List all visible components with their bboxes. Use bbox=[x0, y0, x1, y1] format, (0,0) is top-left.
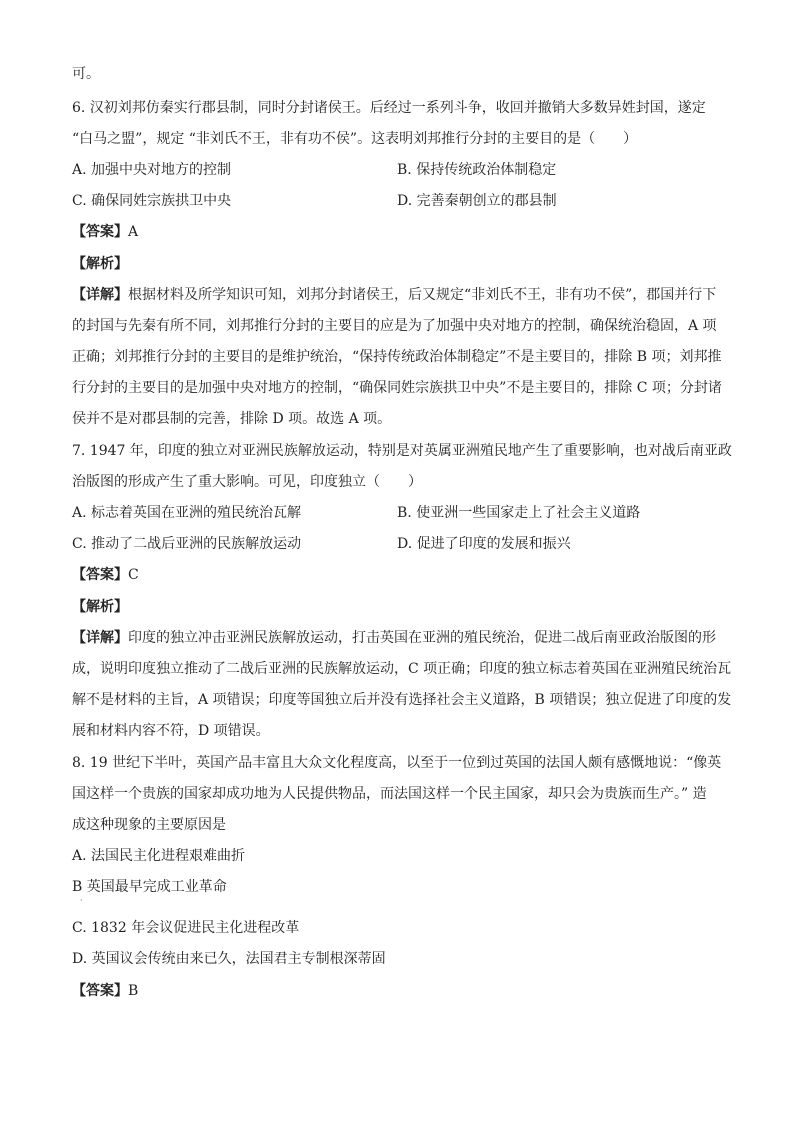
q7-stem-line-1: 7. 1947 年，印度的独立对亚洲民族解放运动，特别是对英属亚洲殖民地产生了重要影响，也对战后南亚政 bbox=[72, 443, 732, 459]
q8-option-c: C. 1832 年会议促进民主化进程改革 bbox=[72, 920, 300, 936]
q8-stem-line-3: 成这种现象的主要原因是 bbox=[72, 817, 226, 833]
q6-detail-line-1 bbox=[72, 285, 716, 305]
q7-detail-text-1: 印度的独立冲击亚洲民族解放运动，打击英国在亚洲的殖民统治，促进二战后南亚政治版图的形 bbox=[128, 630, 716, 646]
q7-detail-line-1 bbox=[72, 628, 716, 648]
q6-detail-line-5: 侯并不是对郡县制的完善，排除 D 项。故选 A 项。 bbox=[72, 411, 392, 427]
q6-detail-line-2: 的封国与先秦有所不同，刘邦推行分封的主要目的应是为了加强中央对地方的控制，确保统治稳固，A 项 bbox=[72, 318, 717, 334]
q7-stem-line-2: 治版图的形成产生了重大影响。可见，印度独立（ ） bbox=[72, 474, 422, 490]
answer-label: 【答案】 bbox=[72, 983, 128, 999]
q6-answer bbox=[72, 222, 138, 242]
q6-detail-line-3: 正确；刘邦推行分封的主要目的是维护统治，“保持传统政治体制稳定”不是主要目的，排除 B 项；刘邦推 bbox=[72, 349, 722, 365]
q6-option-a: A. 加强中央对地方的控制 bbox=[72, 162, 232, 178]
q8-stem-line-1: 8. 19 世纪下半叶，英国产品丰富且大众文化程度高，以至于一位到过英国的法国人颇有感慨地说：“像英 bbox=[72, 755, 722, 771]
q6-analysis-label bbox=[72, 254, 128, 274]
q7-detail-line-2: 成，说明印度独立推动了二战后亚洲的民族解放运动，C 项正确；印度的独立标志着英国在亚洲殖民统治瓦 bbox=[72, 661, 732, 677]
detail-label: 【详解】 bbox=[72, 630, 128, 646]
q6-stem-line-1: 6. 汉初刘邦仿秦实行郡县制，同时分封诸侯王。后经过一系列斗争，收回并撤销大多数异姓封国，遂定 bbox=[72, 100, 706, 116]
q7-detail-line-4: 展和材料内容不符，D 项错误。 bbox=[72, 723, 270, 739]
q7-option-b: B. 使亚洲一些国家走上了社会主义道路 bbox=[397, 505, 641, 521]
q7-detail-line-3: 解不是材料的主旨，A 项错误；印度等国独立后并没有选择社会主义道路，B 项错误；独立促进了印度的发 bbox=[72, 692, 732, 708]
q7-option-c: C. 推动了二战后亚洲的民族解放运动 bbox=[72, 536, 302, 552]
q6-option-b: B. 保持传统政治体制稳定 bbox=[397, 162, 557, 178]
q6-stem-line-2: “白马之盟”，规定 “非刘氏不王，非有功不侯”。这表明刘邦推行分封的主要目的是（ ） bbox=[72, 131, 638, 147]
q6-detail-line-4: 行分封的主要目的是加强中央对地方的控制，“确保同姓宗族拱卫中央”不是主要目的，排除 C 项；分封诸 bbox=[72, 380, 722, 396]
analysis-label: 【解析】 bbox=[72, 256, 128, 272]
q8-stem-line-2: 国这样一个贵族的国家却成功地为人民提供物品，而法国这样一个民主国家，却只会为贵族而生产。” 造 bbox=[72, 786, 707, 802]
q8-answer bbox=[72, 981, 138, 1001]
detail-label: 【详解】 bbox=[72, 287, 128, 303]
q8-option-d: D. 英国议会传统由来已久，法国君主专制根深蒂固 bbox=[72, 951, 386, 967]
q6-detail-text-1: 根据材料及所学知识可知，刘邦分封诸侯王，后又规定“非刘氏不王，非有功不侯”，郡国并行下 bbox=[128, 287, 717, 303]
q6-option-d: D. 完善秦朝创立的郡县制 bbox=[397, 193, 557, 209]
q8-option-b: B 英国最早完成工业革命 bbox=[72, 879, 227, 895]
top-fragment: 可。 bbox=[72, 66, 100, 82]
stray-dot-mark: · bbox=[80, 896, 83, 905]
q7-analysis-label bbox=[72, 597, 128, 617]
q7-option-a: A. 标志着英国在亚洲的殖民统治瓦解 bbox=[72, 505, 302, 521]
q7-option-d: D. 促进了印度的发展和振兴 bbox=[397, 536, 571, 552]
answer-label: 【答案】 bbox=[72, 224, 128, 240]
q8-option-a: A. 法国民主化进程艰难曲折 bbox=[72, 848, 246, 864]
answer-label: 【答案】 bbox=[72, 567, 128, 583]
q7-answer bbox=[72, 565, 139, 585]
q6-option-c: C. 确保同姓宗族拱卫中央 bbox=[72, 193, 232, 209]
analysis-label: 【解析】 bbox=[72, 599, 128, 615]
q8-answer-value: B bbox=[128, 983, 139, 999]
q6-answer-value: A bbox=[128, 224, 139, 240]
q7-answer-value: C bbox=[128, 567, 139, 583]
